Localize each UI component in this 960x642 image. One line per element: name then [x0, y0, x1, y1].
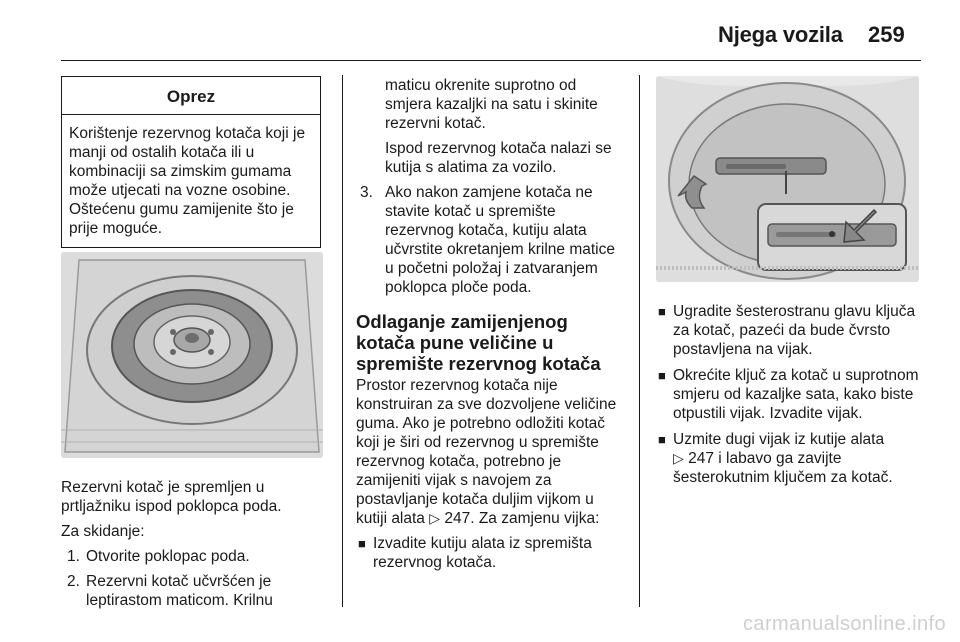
caption-text: Rezervni kotač je spremljen u prtljažniku ispod poklopca poda.: [61, 479, 282, 515]
step-item: [356, 183, 624, 297]
step-note: [356, 139, 624, 177]
step-note-text: Ispod rezervnog kotača nalazi se kutija s alatima za vozilo.: [385, 140, 612, 176]
page-number: 259: [868, 22, 905, 47]
section-heading: Odlaganje zamijenjenog kotača pune veličine u spremište rezervnog kotača: [356, 311, 601, 374]
bullet-text: Okrećite ključ za kotač u suprotnom smjeru od kazaljke sata, kako biste otpustili vijak. Izvadite vijak.: [673, 367, 919, 422]
tool-box-illustration: [656, 76, 919, 282]
spare-wheel-illustration: [61, 252, 323, 458]
bullet-text-end: i labavo ga zavijte šesterokutnim ključem za kotač.: [673, 450, 893, 486]
caution-box: [61, 76, 321, 248]
bullet-item: [656, 366, 921, 423]
watermark: carmanualsonline.info: [743, 613, 946, 635]
column-1: [61, 76, 323, 609]
square-bullet-icon: ■: [658, 304, 666, 319]
step-number: 1.: [67, 548, 80, 565]
bullet-item: [656, 302, 921, 359]
body-text-end: . Za zamjenu vijka:: [470, 510, 600, 527]
header-rule: [61, 60, 921, 61]
step-item: [61, 572, 323, 610]
column-divider: [342, 75, 343, 607]
removal-intro: Za skidanje:: [61, 523, 145, 540]
bullet-item: [356, 534, 624, 572]
triangle-reference-icon: ▷: [673, 450, 684, 466]
bullet-text: Ugradite šesterostranu glavu ključa za kotač, pazeći da bude čvrsto postavljena na vijak.: [673, 303, 916, 358]
column-2: [356, 76, 624, 579]
step-text: Rezervni kotač učvršćen je leptirastom maticom. Krilnu: [86, 573, 273, 609]
bullet-item: [656, 430, 921, 487]
step-continuation: [356, 76, 624, 133]
square-bullet-icon: ■: [658, 432, 666, 447]
step-item: [61, 547, 323, 566]
bullet-text-start: Uzmite dugi vijak iz kutije alata: [673, 431, 885, 448]
body-paragraph: [356, 376, 624, 528]
tool-box-drawing: [656, 76, 919, 282]
page-header: [0, 14, 920, 54]
square-bullet-icon: ■: [358, 536, 366, 551]
triangle-reference-icon: ▷: [429, 510, 441, 526]
step-text: maticu okrenite suprotno od smjera kazaljki na satu i skinite rezervni kotač.: [385, 77, 598, 132]
step-number: 3.: [360, 184, 373, 201]
step-text: Ako nakon zamjene kotača ne stavite kotač u spremište rezervnog kotača, kutiju alata učvrstite okretanjem krilne matice u početni položaj i zatvaranjem poklopca ploče poda.: [385, 184, 615, 296]
section-title: Njega vozila: [718, 22, 843, 47]
body-text: Prostor rezervnog kotača nije konstruiran za sve dozvoljene veličine guma. Ako je potrebno odložiti kotač koji je širi od rezervnog u spremište rezervnog kotača, potrebno je zamijeniti vijak s navojem za postavljanje kotača duljim vijkom u kutiji alata: [356, 377, 617, 527]
page-reference: 247: [688, 450, 714, 467]
spare-wheel-drawing: [61, 252, 323, 458]
square-bullet-icon: ■: [658, 368, 666, 383]
caution-title: Oprez: [62, 77, 320, 115]
bullet-text: Izvadite kutiju alata iz spremišta rezervnog kotača.: [373, 535, 592, 571]
column-divider: [639, 75, 640, 607]
step-text: Otvorite poklopac poda.: [86, 548, 250, 565]
step-number: 2.: [67, 573, 80, 590]
bullet-text: [673, 431, 893, 486]
caution-text: Korištenje rezervnog kotača koji je manji od ostalih kotača ili u kombinaciji sa zimskim gumama može utjecati na vozne osobine. Oštećenu gumu zamijenite što je prije moguće.: [69, 125, 306, 237]
page-reference: 247: [444, 510, 471, 527]
